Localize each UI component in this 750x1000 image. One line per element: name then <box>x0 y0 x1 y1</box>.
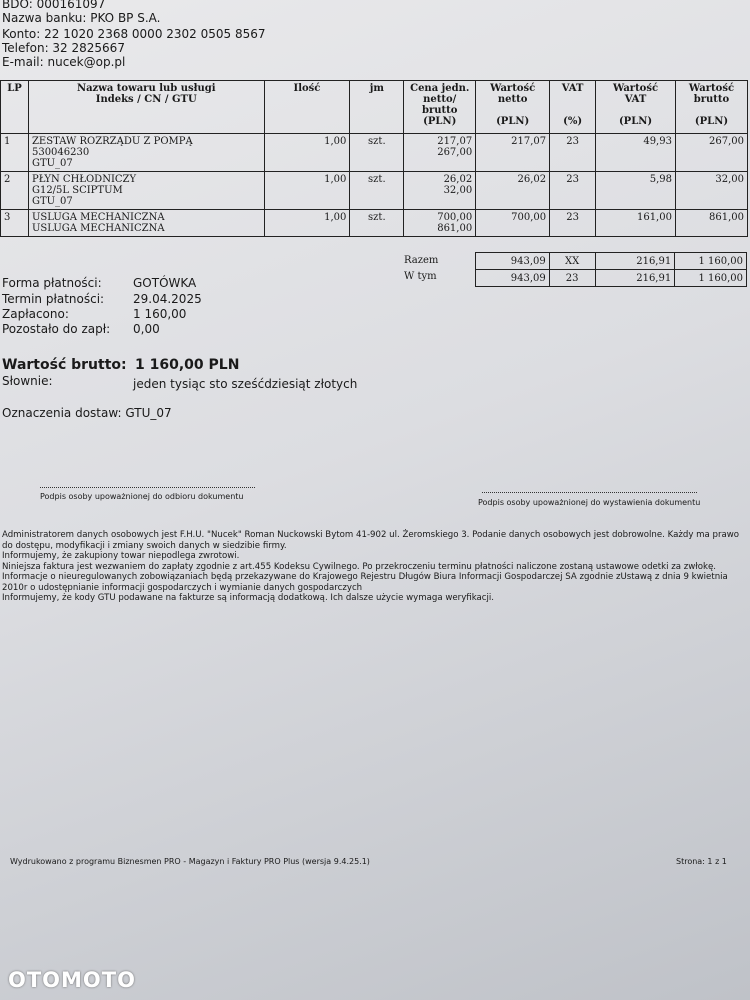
row-net: 700,00 <box>476 210 550 237</box>
row-price: 700,00 861,00 <box>404 210 476 237</box>
header-gross: Wartość brutto (PLN) <box>675 81 747 134</box>
summary-razem-row <box>476 253 747 270</box>
header-vat-value: Wartość VAT (PLN) <box>596 81 676 134</box>
row-qty: 1,00 <box>264 134 350 172</box>
remaining-label: Pozostało do zapł: <box>2 322 111 336</box>
header-unit: jm <box>350 81 404 134</box>
phone-number: Telefon: 32 2825667 <box>2 41 125 55</box>
legal-notice <box>2 530 742 604</box>
row-gross: 267,00 <box>675 134 747 172</box>
row-vat-value: 5,98 <box>596 172 676 210</box>
summary-wtym-row <box>476 270 747 287</box>
table-header-row <box>1 81 748 134</box>
paid-label: Zapłacono: <box>2 307 69 321</box>
words-label: Słownie: <box>2 374 53 388</box>
row-vat: 23 <box>550 172 596 210</box>
row-net: 217,07 <box>476 134 550 172</box>
delivery-marking: Oznaczenia dostaw: GTU_07 <box>2 406 172 420</box>
bdo-number: BDO: 000161097 <box>2 0 106 11</box>
table-row <box>1 210 748 237</box>
otomoto-watermark: OTOMOTO <box>8 968 136 992</box>
row-qty: 1,00 <box>264 172 350 210</box>
razem-gross: 1 160,00 <box>675 253 747 270</box>
issuer-signature-caption: Podpis osoby upoważnionej do wystawienia dokumentu <box>478 498 701 507</box>
row-name: USLUGA MECHANICZNA USLUGA MECHANICZNA <box>28 210 264 237</box>
header-name: Nazwa towaru lub usługi Indeks / CN / GTU <box>28 81 264 134</box>
header-price: Cena jedn. netto/ brutto (PLN) <box>404 81 476 134</box>
row-vat-value: 161,00 <box>596 210 676 237</box>
gross-total-label: Wartość brutto: <box>2 357 127 373</box>
row-lp: 1 <box>1 134 29 172</box>
row-unit: szt. <box>350 134 404 172</box>
header-qty: Ilość <box>264 81 350 134</box>
table-row <box>1 134 748 172</box>
summary-wtym-label: W tym <box>404 271 437 282</box>
legal-line: Informujemy, że kody GTU podawane na fakturze są informacją dodatkową. Ich dalsze użycie wymaga weryfikacji. <box>2 593 495 603</box>
row-name: ZESTAW ROZRZĄDU Z POMPĄ 530046230 GTU_07 <box>28 134 264 172</box>
row-lp: 2 <box>1 172 29 210</box>
wtym-vat-value: 216,91 <box>595 270 675 287</box>
legal-line: Administratorem danych osobowych jest F.H.U. "Nucek" Roman Nuckowski Bytom 41-902 ul. Żeromskiego 3. Podanie danych osobowych jest dobrowolne. Każdy ma prawo do dostępu, modyfikacji i zmiany swoich danych w siedzibie firmy. <box>2 530 740 551</box>
row-gross: 861,00 <box>675 210 747 237</box>
bank-account: Konto: 22 1020 2368 0000 2302 0505 8567 <box>2 27 266 41</box>
printed-by-note: Wydrukowano z programu Biznesmen PRO - Magazyn i Faktury PRO Plus (wersja 9.4.25.1) <box>10 857 370 866</box>
razem-net: 943,09 <box>476 253 550 270</box>
header-lp: LP <box>1 81 29 134</box>
razem-vat-value: 216,91 <box>595 253 675 270</box>
page-number: Strona: 1 z 1 <box>676 857 727 866</box>
issuer-signature-line <box>482 492 697 493</box>
row-lp: 3 <box>1 210 29 237</box>
row-vat: 23 <box>550 134 596 172</box>
summary-table <box>475 252 747 287</box>
receiver-signature-caption: Podpis osoby upoważnionej do odbioru dokumentu <box>40 492 244 501</box>
summary-razem-label: Razem <box>404 255 439 266</box>
row-price: 26,02 32,00 <box>404 172 476 210</box>
remaining-amount: 0,00 <box>133 322 160 336</box>
legal-line: Informujemy, że zakupiony towar niepodlega zwrotowi. <box>2 551 240 561</box>
legal-line: Informacje o nieuregulowanych zobowiązaniach będą przekazywane do Krajowego Rejestru Długów Biura Informacji Gospodarczej SA zgodnie zUstawą z dnia 9 kwietnia 2010r o udostępnianie informacji gospodarczych i wymianie danych gospodarczych <box>2 572 728 593</box>
receiver-signature-line <box>40 487 255 488</box>
payment-term-label: Termin płatności: <box>2 292 105 306</box>
email-address: E-mail: nucek@op.pl <box>2 55 126 69</box>
header-net: Wartość netto (PLN) <box>476 81 550 134</box>
row-name: PŁYN CHŁODNICZY G12/5L SCIPTUM GTU_07 <box>28 172 264 210</box>
paid-amount: 1 160,00 <box>133 307 187 321</box>
legal-line: Niniejsza faktura jest wezwaniem do zapłaty zgodnie z art.455 Kodeksu Cywilnego. Po przekroczeniu terminu płatności naliczone zostaną ustawowe odetki za zwłokę. <box>2 561 717 572</box>
gross-total-value: 1 160,00 PLN <box>135 357 240 373</box>
row-unit: szt. <box>350 210 404 237</box>
amount-in-words: jeden tysiąc sto sześćdziesiąt złotych <box>133 377 358 391</box>
wtym-gross: 1 160,00 <box>675 270 747 287</box>
wtym-vat: 23 <box>549 270 595 287</box>
row-vat-value: 49,93 <box>596 134 676 172</box>
row-vat: 23 <box>550 210 596 237</box>
payment-term: 29.04.2025 <box>133 292 202 306</box>
bank-name: Nazwa banku: PKO BP S.A. <box>2 11 161 25</box>
table-row <box>1 172 748 210</box>
payment-form: GOTÓWKA <box>133 276 197 290</box>
items-table <box>0 80 748 237</box>
row-net: 26,02 <box>476 172 550 210</box>
header-vat: VAT (%) <box>550 81 596 134</box>
row-gross: 32,00 <box>675 172 747 210</box>
row-price: 217,07 267,00 <box>404 134 476 172</box>
payment-form-label: Forma płatności: <box>2 276 102 290</box>
razem-vat: XX <box>549 253 595 270</box>
row-qty: 1,00 <box>264 210 350 237</box>
row-unit: szt. <box>350 172 404 210</box>
wtym-net: 943,09 <box>476 270 550 287</box>
